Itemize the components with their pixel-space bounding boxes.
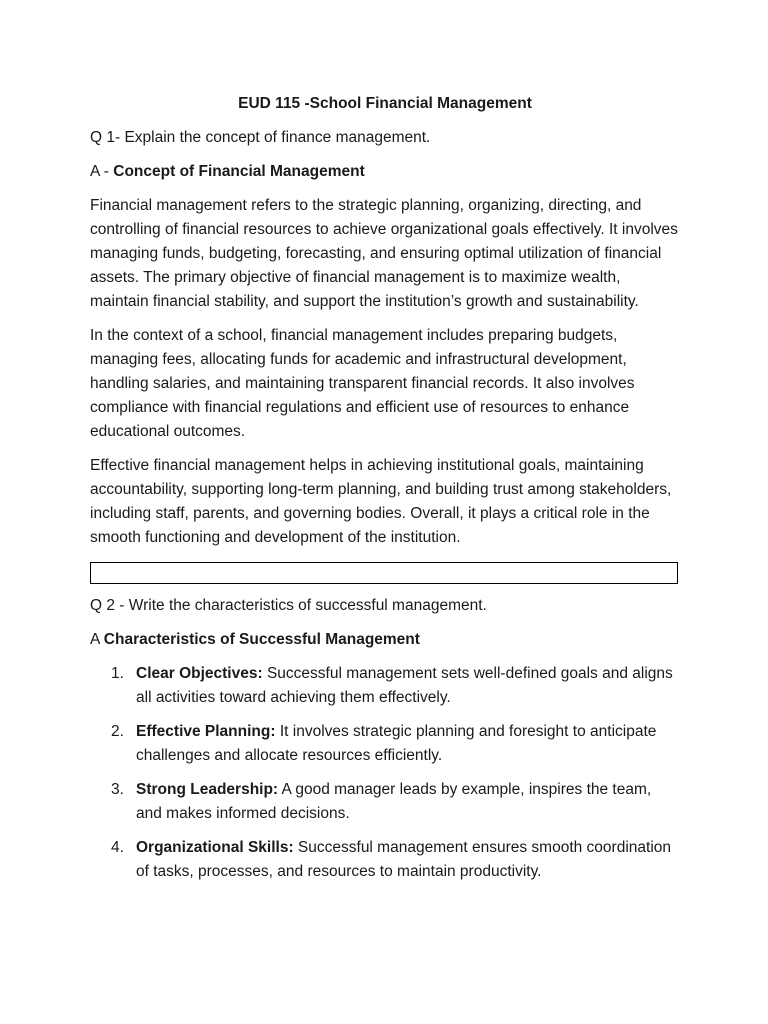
question-2: Q 2 - Write the characteristics of successful management. — [90, 597, 487, 614]
answer-2-prefix: A — [90, 631, 104, 648]
list-item-number: 1. — [111, 665, 124, 682]
answer-2-title: Characteristics of Successful Management — [103, 631, 420, 648]
question-1: Q 1- Explain the concept of finance management. — [90, 129, 431, 146]
answer-1-paragraph-2: In the context of a school, financial management includes preparing budgets, managing fees, allocating funds for academic and infrastructural development, handling salaries, and maintaining transparent financial records. It also involves compliance with financial regulations and efficient use of resources to enhance educational outcomes. — [90, 327, 635, 440]
answer-1-paragraph-3: Effective financial management helps in achieving institutional goals, maintaining accountability, supporting long-term planning, and building trust among stakeholders, including staff, parents, and governing bodies. Overall, it plays a critical role in the smooth functioning and development of the institution. — [90, 457, 672, 546]
list-item-text: A good manager leads by example, inspires the team, and makes informed decisions. — [136, 781, 652, 822]
answer-1-heading — [90, 160, 680, 184]
list-item — [90, 836, 680, 884]
list-item — [90, 720, 680, 768]
list-item-number: 3. — [111, 781, 124, 798]
answer-1-paragraph-1: Financial management refers to the strategic planning, organizing, directing, and controlling of financial resources to achieve organizational goals effectively. It involves managing funds, budgeting, forecasting, and ensuring optimal utilization of financial assets. The primary objective of financial management is to maximize wealth, maintain financial stability, and support the institution’s growth and sustainability. — [90, 197, 678, 310]
answer-2-heading — [90, 628, 680, 652]
list-item-number: 4. — [111, 839, 124, 856]
list-item-text: It involves strategic planning and foresight to anticipate challenges and allocate resources efficiently. — [136, 723, 657, 764]
document-page — [90, 92, 680, 894]
list-item-text: Successful management ensures smooth coordination of tasks, processes, and resources to maintain productivity. — [136, 839, 671, 880]
list-item-term: Organizational Skills: — [136, 839, 294, 856]
characteristics-list — [90, 662, 680, 884]
list-item — [90, 778, 680, 826]
answer-1-title: Concept of Financial Management — [113, 163, 365, 180]
list-item-term: Effective Planning: — [136, 723, 276, 740]
list-item-term: Clear Objectives: — [136, 665, 263, 682]
list-item-number: 2. — [111, 723, 124, 740]
document-title: EUD 115 -School Financial Management — [238, 95, 532, 112]
list-item-text: Successful management sets well-defined goals and aligns all activities toward achieving them effectively. — [136, 665, 673, 706]
list-item-term: Strong Leadership: — [136, 781, 279, 798]
empty-text-box — [90, 562, 678, 584]
answer-1-prefix: A - — [90, 163, 114, 180]
list-item — [90, 662, 680, 710]
